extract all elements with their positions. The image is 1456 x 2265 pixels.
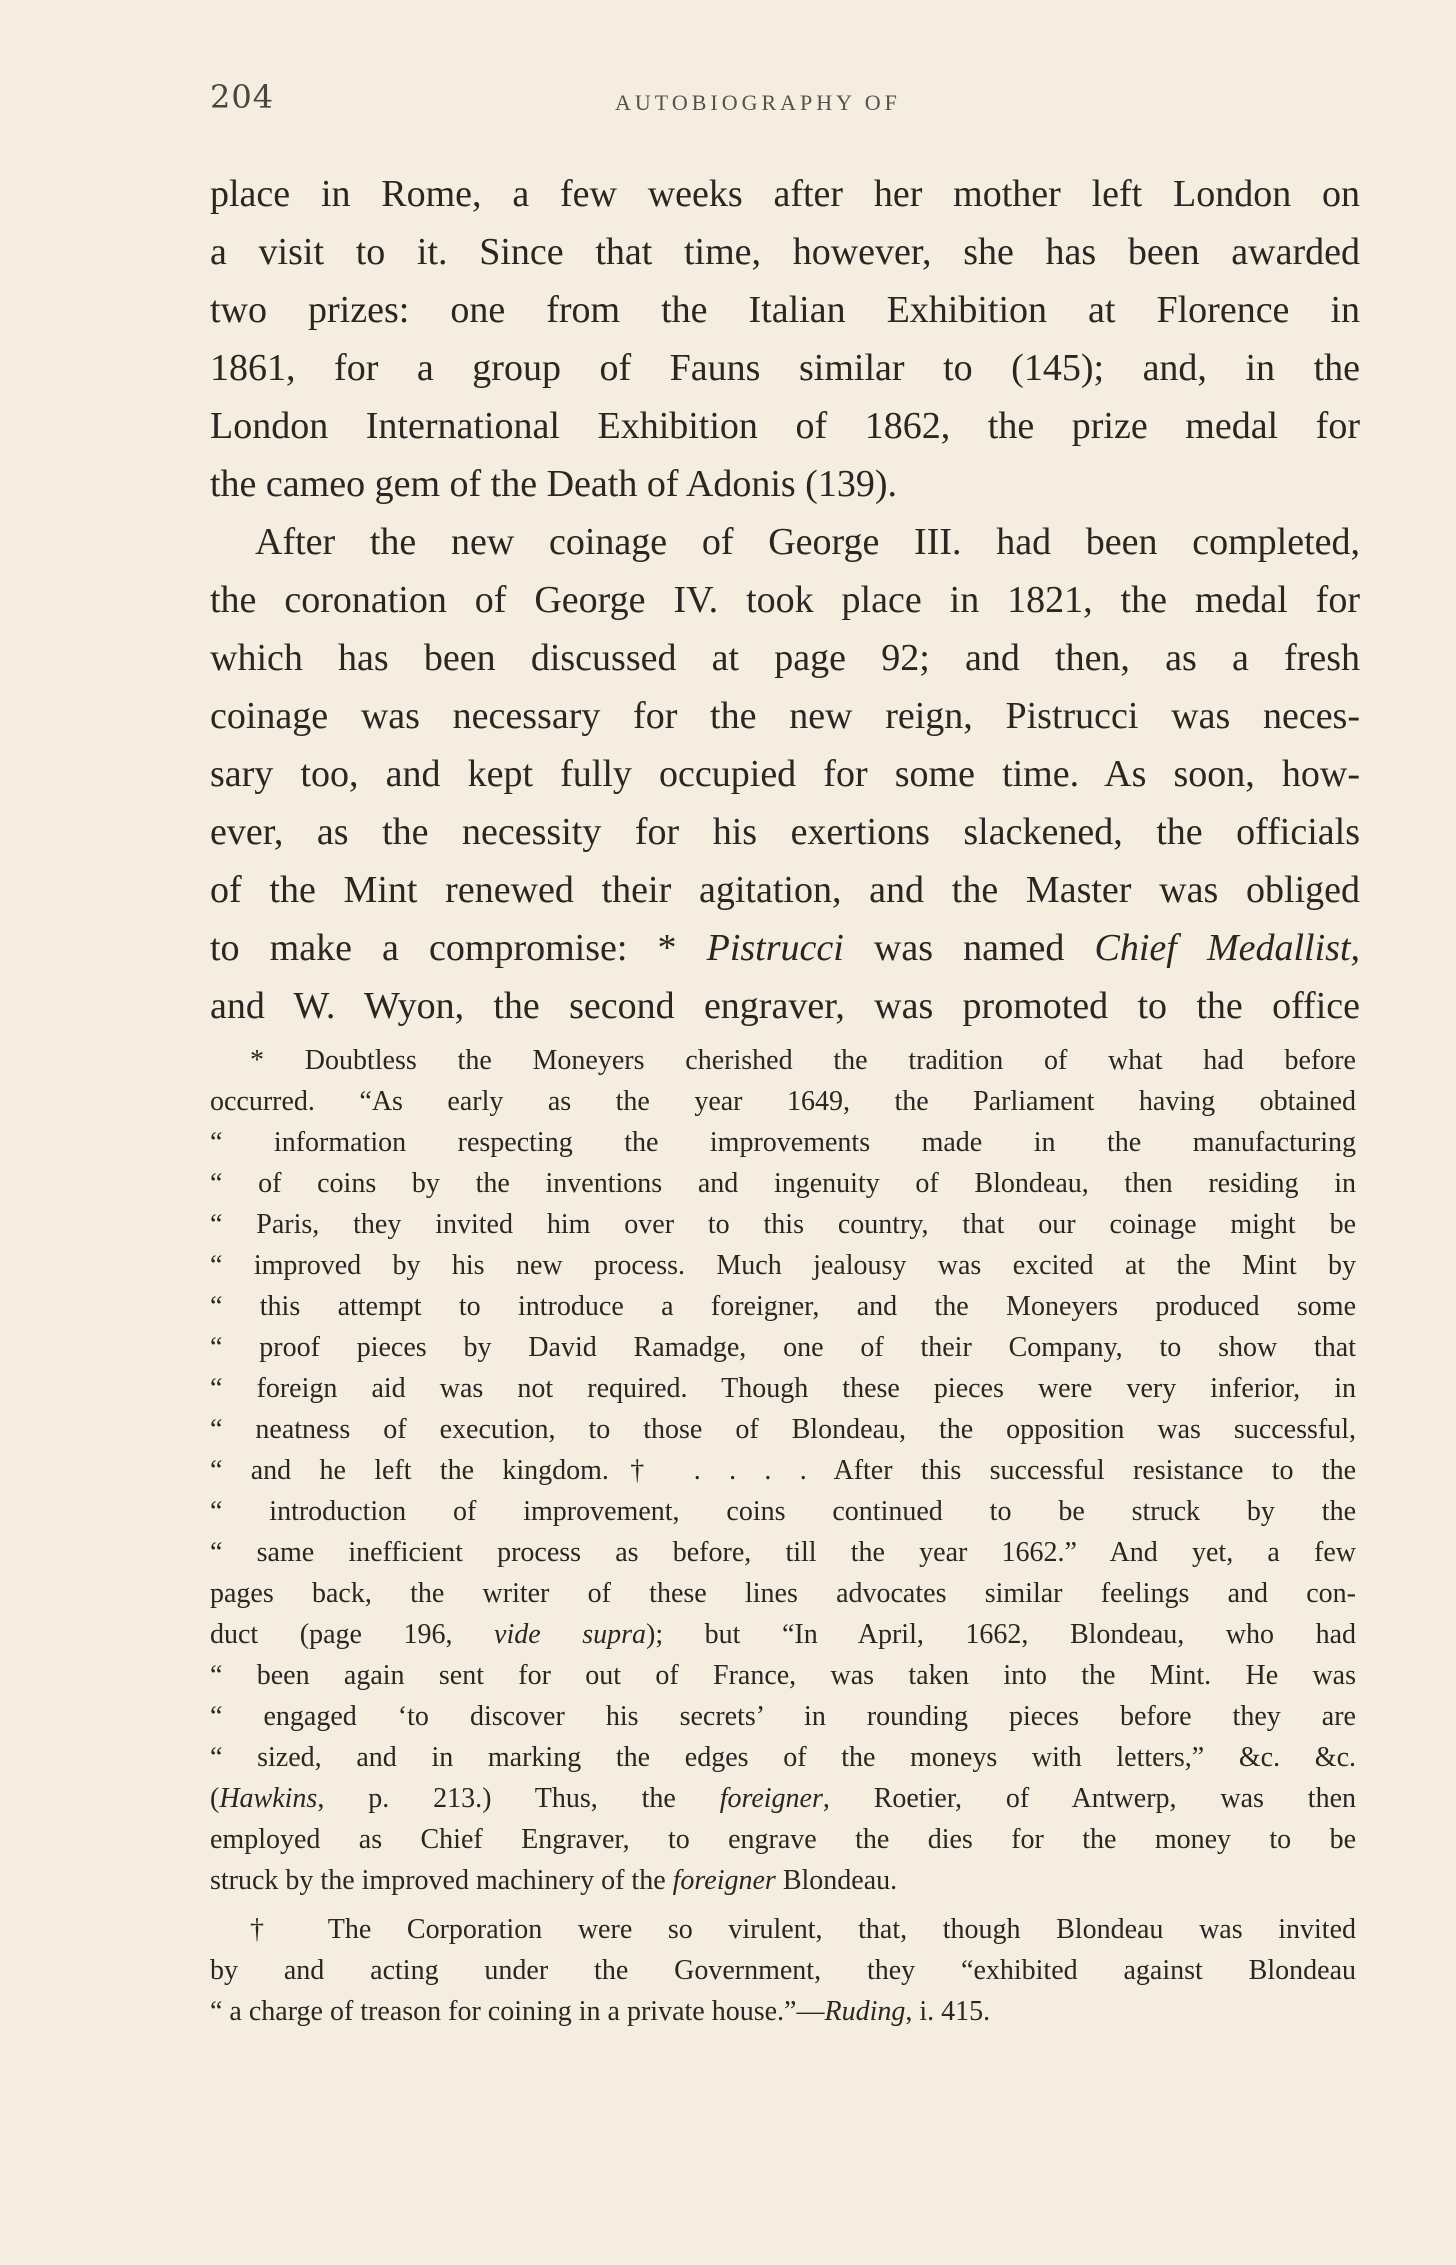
main-text — [210, 165, 1360, 1035]
footnote-line-mixed — [210, 1991, 1356, 2032]
footnote-line: “ improved by his new process. Much jealousy was excited at the Mint by — [210, 1250, 1356, 1281]
italic-hawkins: Hawkins — [219, 1783, 318, 1814]
footnote-line: “ of coins by the inventions and ingenuity of Blondeau, then residing in — [210, 1168, 1356, 1199]
body-line: a visit to it. Since that time, however, she has been awarded — [210, 231, 1360, 273]
page-number: 204 — [210, 78, 275, 116]
footnote-line: by and acting under the Government, they “exhibited against Blondeau — [210, 1955, 1356, 1986]
body-line: the coronation of George IV. took place in 1821, the medal for — [210, 579, 1360, 621]
footnote-line: occurred. “As early as the year 1649, the Parliament having obtained — [210, 1086, 1356, 1117]
body-line: place in Rome, a few weeks after her mother left London on — [210, 173, 1360, 215]
text-segment: struck by the improved machinery of the — [210, 1865, 673, 1896]
italic-chief-medallist: Chief Medallist, — [1094, 927, 1360, 969]
body-line: and W. Wyon, the second engraver, was promoted to the office — [210, 985, 1360, 1027]
page-header — [210, 78, 1356, 128]
footnote-line: “ information respecting the improvements made in the manufacturing — [210, 1127, 1356, 1158]
text-segment: Blondeau. — [775, 1865, 898, 1896]
body-line: which has been discussed at page 92; and then, as a fresh — [210, 637, 1360, 679]
footnote-line: “ been again sent for out of France, was taken into the Mint. He was — [210, 1660, 1356, 1691]
body-line: ever, as the necessity for his exertions slackened, the officials — [210, 811, 1360, 853]
body-line: sary too, and kept fully occupied for some time. As soon, how- — [210, 753, 1360, 795]
body-line: two prizes: one from the Italian Exhibition at Florence in — [210, 289, 1360, 331]
footnote-line-mixed — [210, 1778, 1356, 1819]
body-line: London International Exhibition of 1862, the prize medal for — [210, 405, 1360, 447]
italic-pistrucci: Pistrucci — [706, 927, 844, 969]
body-line: coinage was necessary for the new reign, Pistrucci was neces- — [210, 695, 1360, 737]
running-head: AUTOBIOGRAPHY OF — [615, 90, 901, 115]
body-line-mixed — [210, 919, 1360, 977]
footnote-line: “ same inefficient process as before, till the year 1662.” And yet, a few — [210, 1537, 1356, 1568]
text-segment: duct (page 196, — [210, 1619, 495, 1650]
paragraph-start: After the new coinage of George III. had been completed, — [255, 521, 1360, 563]
footnote-line: “ neatness of execution, to those of Blondeau, the opposition was successful, — [210, 1414, 1356, 1445]
body-line: of the Mint renewed their agitation, and the Master was obliged — [210, 869, 1360, 911]
text-segment: ); but “In April, 1662, Blondeau, who had — [646, 1619, 1356, 1650]
footnote-line: “ proof pieces by David Ramadge, one of their Company, to show that — [210, 1332, 1356, 1363]
italic-foreigner: foreigner — [672, 1865, 776, 1896]
body-line: the cameo gem of the Death of Adonis (139). — [210, 463, 897, 505]
text-segment: was named — [843, 927, 1095, 969]
body-line: 1861, for a group of Fauns similar to (145); and, in the — [210, 347, 1360, 389]
footnote-line-mixed — [210, 1860, 1356, 1901]
footnote-gap — [210, 1901, 1356, 1909]
footnote-line: “ and he left the kingdom.† . . . . After this successful resistance to the — [210, 1455, 1356, 1486]
italic-foreigner: foreigner — [719, 1783, 823, 1814]
footnote-start: * Doubtless the Moneyers cherished the tradition of what had before — [250, 1045, 1356, 1076]
text-segment: ( — [210, 1783, 220, 1814]
text-segment: , Roetier, of Antwerp, was then — [822, 1783, 1357, 1814]
footnote-line: “ Paris, they invited him over to this country, that our coinage might be — [210, 1209, 1356, 1240]
footnote-line: “ this attempt to introduce a foreigner, and the Moneyers produced some — [210, 1291, 1356, 1322]
footnote-line-mixed — [210, 1614, 1356, 1655]
italic-vide-supra: vide supra — [494, 1619, 647, 1650]
footnote-line: employed as Chief Engraver, to engrave the dies for the money to be — [210, 1824, 1356, 1855]
italic-ruding: Ruding — [824, 1996, 906, 2027]
footnote-line: “ introduction of improvement, coins continued to be struck by the — [210, 1496, 1356, 1527]
footnotes — [210, 1040, 1356, 2032]
footnote-line: “ engaged ‘to discover his secrets’ in rounding pieces before they are — [210, 1701, 1356, 1732]
footnote-line: “ sized, and in marking the edges of the moneys with letters,” &c. &c. — [210, 1742, 1356, 1773]
text-segment: “ a charge of treason for coining in a private house.”— — [210, 1996, 825, 2027]
text-segment: , p. 213.) Thus, the — [317, 1783, 720, 1814]
text-segment: to make a compromise: * — [210, 927, 707, 969]
footnote-line: “ foreign aid was not required. Though these pieces were very inferior, in — [210, 1373, 1356, 1404]
footnote-line: pages back, the writer of these lines advocates similar feelings and con- — [210, 1578, 1356, 1609]
text-segment: , i. 415. — [905, 1996, 991, 2027]
footnote-start: † The Corporation were so virulent, that, though Blondeau was invited — [250, 1914, 1356, 1945]
